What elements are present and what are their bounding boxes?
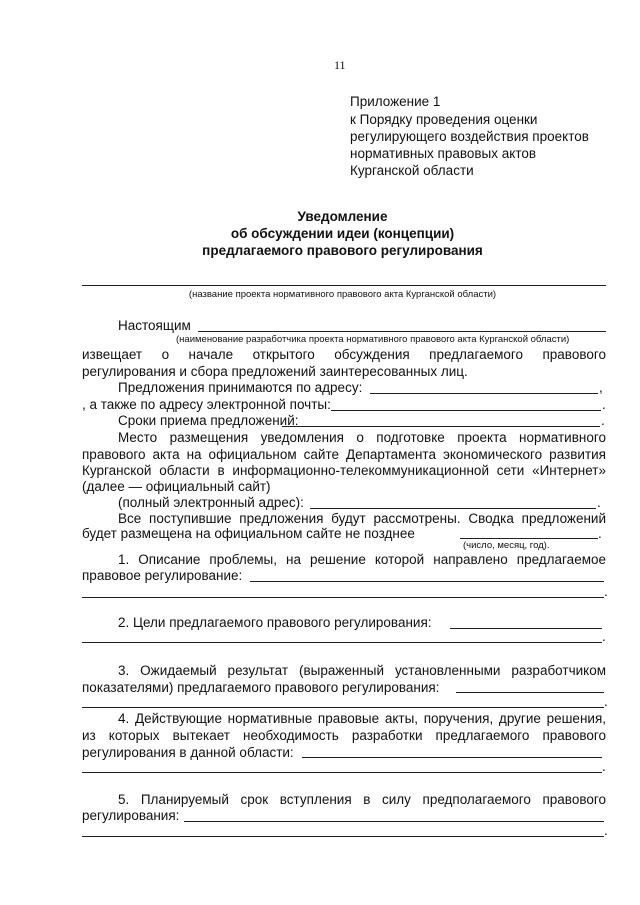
item-2-line: 2. Цели предлагаемого правового регулирования: bbox=[118, 615, 432, 630]
page-number: 11 bbox=[334, 58, 346, 72]
email-field[interactable] bbox=[331, 410, 601, 411]
full-address-field[interactable] bbox=[310, 508, 596, 509]
developer-name-hint: (наименование разработчика проекта нормативного правового акта Курганской области) bbox=[176, 334, 570, 345]
full-address-dot: . bbox=[597, 495, 601, 510]
project-name-field[interactable] bbox=[82, 285, 606, 286]
title-line-2: об обсуждении идеи (концепции) bbox=[230, 226, 455, 241]
terms-field[interactable] bbox=[282, 426, 600, 427]
appendix-line-3: регулирующего воздействия проектов bbox=[350, 129, 589, 144]
item-4-field-1[interactable] bbox=[302, 757, 602, 758]
item-5-line-1: 5. Планируемый срок вступления в силу предполагаемого правового bbox=[118, 792, 606, 807]
notifies-line-1: извещает о начале открытого обсуждения предлагаемого правового bbox=[82, 347, 606, 362]
item-5-field-2[interactable] bbox=[82, 836, 604, 837]
deadline-dot: . bbox=[598, 526, 602, 541]
item-5-dot: . bbox=[604, 823, 608, 838]
project-name-hint: (название проекта нормативного правового акта Курганской области) bbox=[188, 289, 497, 300]
item-5-line-2: регулирования: bbox=[82, 808, 180, 823]
item-4-line-3: регулирования в данной области: bbox=[82, 745, 294, 760]
item-2-dot: . bbox=[602, 629, 606, 644]
item-1-line-2: правовое регулирование: bbox=[82, 568, 243, 583]
developer-name-field[interactable] bbox=[198, 331, 606, 332]
appendix-line-4: нормативных правовых актов bbox=[350, 146, 537, 161]
address-field[interactable] bbox=[370, 393, 598, 394]
appendix-line-1: Приложение 1 bbox=[350, 94, 441, 109]
item-5-field-1[interactable] bbox=[184, 821, 604, 822]
item-1-field-2[interactable] bbox=[82, 597, 604, 598]
item-4-dot: . bbox=[602, 759, 606, 774]
address-comma: , bbox=[599, 380, 603, 395]
title-line-3: предлагаемого правового регулирования bbox=[202, 243, 483, 258]
item-4-field-2[interactable] bbox=[82, 772, 602, 773]
placement-line-2: правового акта на официальном сайте Департамента экономического развития bbox=[82, 447, 606, 462]
placement-line-3: Курганской области в информационно-телекоммуникационной сети «Интернет» bbox=[82, 463, 606, 478]
item-1-field-1[interactable] bbox=[250, 581, 604, 582]
address-label: Предложения принимаются по адресу: bbox=[118, 380, 363, 395]
appendix-line-2: к Порядку проведения оценки bbox=[350, 112, 538, 127]
appendix-line-5: Курганской области bbox=[350, 163, 474, 178]
terms-label: Сроки приема предложений: bbox=[118, 413, 299, 428]
item-3-field-2[interactable] bbox=[82, 707, 604, 708]
item-3-field-1[interactable] bbox=[456, 692, 604, 693]
placement-line-4: (далее — официальный сайт) bbox=[82, 479, 271, 494]
proposals-line-1: Все поступившие предложения будут рассмотрены. Сводка предложений bbox=[118, 511, 606, 526]
date-hint: (число, месяц, год). bbox=[463, 540, 550, 551]
email-label: , а также по адресу электронной почты: bbox=[82, 397, 331, 412]
deadline-date-field[interactable] bbox=[460, 538, 598, 539]
title-line-1: Уведомление bbox=[297, 209, 388, 224]
item-3-line-1: 3. Ожидаемый результат (выраженный установленными разработчиком bbox=[118, 663, 606, 678]
item-2-field-1[interactable] bbox=[450, 628, 602, 629]
placement-line-1: Место размещения уведомления о подготовке проекта нормативного bbox=[118, 430, 606, 445]
item-3-line-2: показателями) предлагаемого правового регулирования: bbox=[82, 680, 440, 695]
full-address-label: (полный электронный адрес): bbox=[118, 495, 304, 510]
terms-dot: . bbox=[601, 413, 605, 428]
notifies-line-2: регулирования и сбора предложений заинтересованных лиц. bbox=[82, 364, 468, 379]
item-1-dot: . bbox=[604, 584, 608, 599]
item-4-line-2: из которых вытекает необходимость разработки предлагаемого правового bbox=[82, 728, 606, 743]
item-2-field-2[interactable] bbox=[82, 642, 602, 643]
item-3-dot: . bbox=[604, 694, 608, 709]
item-4-line-1: 4. Действующие нормативные правовые акты, поручения, другие решения, bbox=[118, 711, 606, 726]
hereby-label: Настоящим bbox=[118, 318, 191, 333]
email-dot: . bbox=[602, 397, 606, 412]
item-1-line-1: 1. Описание проблемы, на решение которой направлено предлагаемое bbox=[118, 552, 606, 567]
proposals-line-2: будет размещена на официальном сайте не позднее bbox=[82, 526, 415, 541]
